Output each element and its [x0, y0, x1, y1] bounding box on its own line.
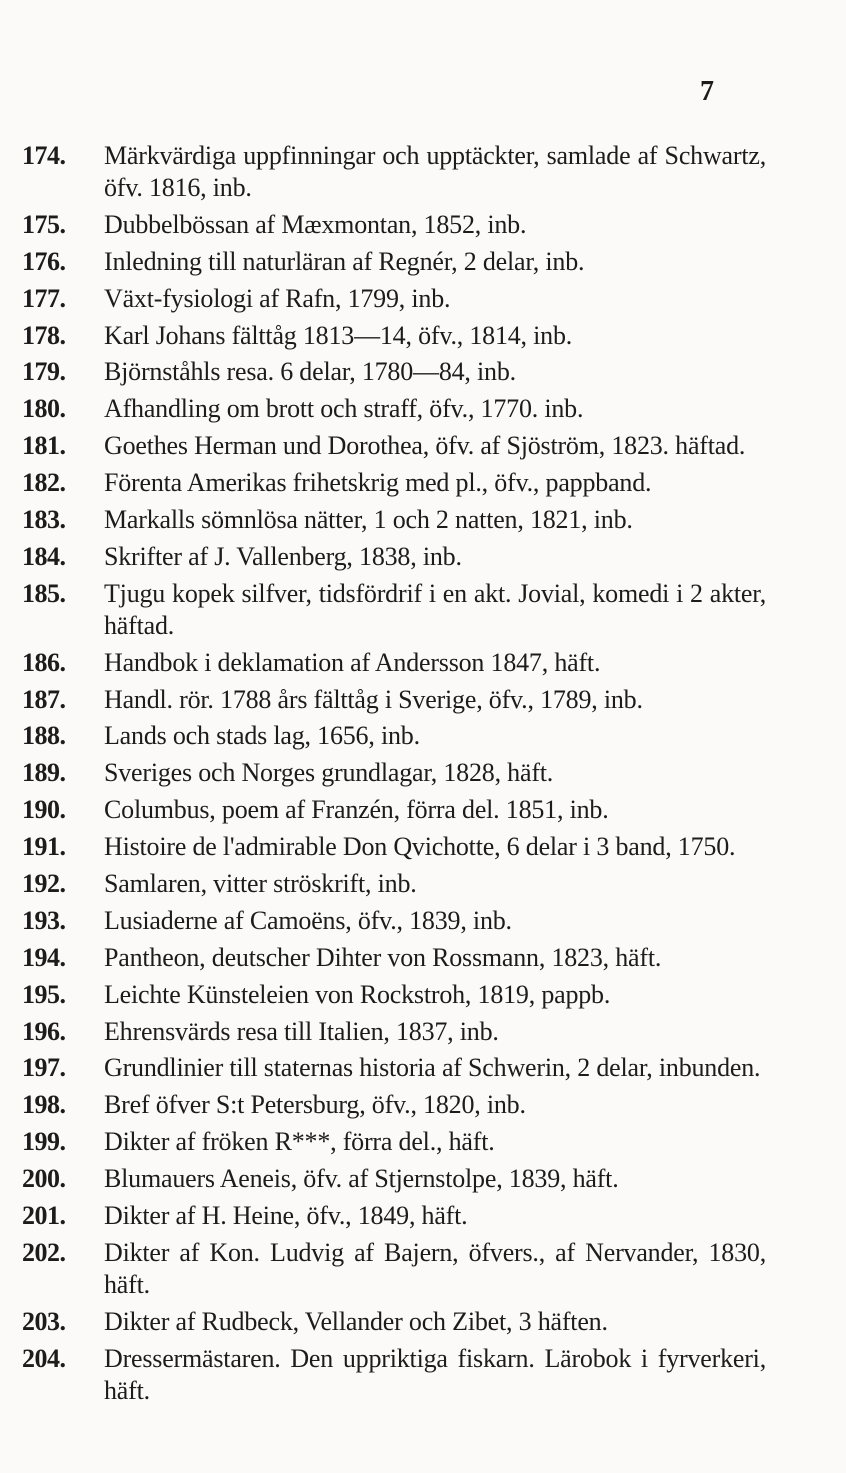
entry-number: 183. — [22, 505, 66, 535]
entry-number: 187. — [22, 684, 66, 714]
entry-text: Lusiaderne af Camoëns, öfv., 1839, inb. — [104, 905, 512, 935]
list-item — [22, 831, 766, 863]
list-item — [22, 283, 766, 315]
entry-number: 189. — [22, 758, 66, 788]
entry-text: Inledning till naturläran af Regnér, 2 delar, inb. — [104, 246, 585, 276]
list-item — [22, 979, 766, 1011]
entry-text: Samlaren, vitter ströskrift, inb. — [104, 869, 417, 899]
entry-number: 204. — [22, 1343, 66, 1373]
entry-number: 198. — [22, 1090, 66, 1120]
entry-number: 203. — [22, 1306, 66, 1336]
entry-number: 191. — [22, 832, 66, 862]
entry-number: 190. — [22, 795, 66, 825]
entry-text: Märkvärdiga uppfinningar och upptäckter, samlade af Schwartz, öfv. 1816, inb. — [104, 141, 766, 202]
entry-text: Columbus, poem af Franzén, förra del. 1851, inb. — [104, 795, 609, 825]
catalog-list — [22, 140, 766, 1412]
entry-number: 178. — [22, 320, 66, 350]
entry-number: 185. — [22, 578, 66, 608]
entry-text: Växt-fysiologi af Rafn, 1799, inb. — [104, 283, 451, 313]
entry-text: Ehrensvärds resa till Italien, 1837, inb. — [104, 1016, 499, 1046]
entry-number: 200. — [22, 1164, 66, 1194]
list-item — [22, 1237, 766, 1301]
entry-text: Leichte Künsteleien von Rockstroh, 1819, pappb. — [104, 979, 611, 1009]
list-item — [22, 541, 766, 573]
entry-number: 174. — [22, 141, 66, 170]
list-item — [22, 720, 766, 752]
entry-text: Dikter af H. Heine, öfv., 1849, häft. — [104, 1201, 468, 1231]
entry-text: Dikter af fröken R***, förra del., häft. — [104, 1127, 495, 1157]
entry-number: 202. — [22, 1237, 66, 1267]
entry-text: Tjugu kopek silfver, tidsfördrif i en akt. Jovial, komedi i 2 akter, häftad. — [104, 578, 766, 640]
entry-text: Förenta Amerikas frihetskrig med pl., öfv., pappband. — [104, 468, 652, 498]
entry-text: Karl Johans fälttåg 1813—14, öfv., 1814, inb. — [104, 320, 573, 350]
list-item — [22, 1089, 766, 1121]
list-item — [22, 1126, 766, 1158]
entry-number: 195. — [22, 979, 66, 1009]
entry-number: 188. — [22, 721, 66, 751]
list-item — [22, 942, 766, 974]
entry-text: Bref öfver S:t Petersburg, öfv., 1820, inb. — [104, 1090, 526, 1120]
entry-text: Handl. rör. 1788 års fälttåg i Sverige, öfv., 1789, inb. — [104, 684, 643, 714]
list-item — [22, 868, 766, 900]
entry-text: Handbok i deklamation af Andersson 1847, häft. — [104, 647, 601, 677]
list-item — [22, 504, 766, 536]
list-item — [22, 140, 766, 204]
entry-number: 184. — [22, 541, 66, 571]
list-item — [22, 467, 766, 499]
entry-number: 181. — [22, 431, 66, 461]
list-item — [22, 684, 766, 716]
entry-text: Dressermästaren. Den uppriktiga fiskarn. Lärobok i fyrverkeri, häft. — [104, 1343, 766, 1405]
entry-text: Afhandling om brott och straff, öfv., 1770. inb. — [104, 394, 584, 424]
entry-number: 197. — [22, 1053, 66, 1083]
list-item — [22, 794, 766, 826]
list-item — [22, 1016, 766, 1048]
list-item — [22, 647, 766, 679]
list-item — [22, 356, 766, 388]
list-item — [22, 1163, 766, 1195]
entry-number: 194. — [22, 942, 66, 972]
entry-number: 177. — [22, 283, 66, 313]
entry-number: 180. — [22, 394, 66, 424]
list-item — [22, 209, 766, 241]
entry-number: 199. — [22, 1127, 66, 1157]
list-item — [22, 757, 766, 789]
list-item — [22, 246, 766, 278]
entry-text: Markalls sömnlösa nätter, 1 och 2 natten, 1821, inb. — [104, 505, 633, 535]
entry-text: Lands och stads lag, 1656, inb. — [104, 721, 420, 751]
entry-text: Dikter af Kon. Ludvig af Bajern, öfvers., af Nervander, 1830, häft. — [104, 1237, 766, 1299]
entry-text: Sveriges och Norges grundlagar, 1828, häft. — [104, 758, 554, 788]
list-item — [22, 320, 766, 352]
entry-number: 192. — [22, 869, 66, 899]
list-item — [22, 1343, 766, 1407]
list-item — [22, 905, 766, 937]
list-item — [22, 393, 766, 425]
entry-text: Dikter af Rudbeck, Vellander och Zibet, 3 häften. — [104, 1306, 608, 1336]
page-number: 7 — [700, 76, 714, 107]
entry-number: 193. — [22, 905, 66, 935]
entry-text: Goethes Herman und Dorothea, öfv. af Sjöström, 1823. häftad. — [104, 431, 746, 461]
entry-number: 175. — [22, 209, 66, 239]
entry-number: 201. — [22, 1201, 66, 1231]
entry-number: 182. — [22, 468, 66, 498]
list-item — [22, 578, 766, 642]
entry-text: Pantheon, deutscher Dihter von Rossmann, 1823, häft. — [104, 942, 662, 972]
list-item — [22, 1052, 766, 1084]
entry-number: 196. — [22, 1016, 66, 1046]
entry-number: 186. — [22, 647, 66, 677]
entry-number: 179. — [22, 357, 66, 387]
entry-text: Dubbelbössan af Mæxmontan, 1852, inb. — [104, 209, 527, 239]
entry-text: Björnståhls resa. 6 delar, 1780—84, inb. — [104, 357, 516, 387]
entry-text: Blumauers Aeneis, öfv. af Stjernstolpe, 1839, häft. — [104, 1164, 619, 1194]
entry-text: Histoire de l'admirable Don Qvichotte, 6 delar i 3 band, 1750. — [104, 832, 736, 862]
entry-text: Skrifter af J. Vallenberg, 1838, inb. — [104, 541, 462, 571]
entry-number: 176. — [22, 246, 66, 276]
list-item — [22, 1200, 766, 1232]
list-item — [22, 430, 766, 462]
list-item — [22, 1306, 766, 1338]
entry-text: Grundlinier till staternas historia af Schwerin, 2 delar, inbunden. — [104, 1053, 761, 1083]
